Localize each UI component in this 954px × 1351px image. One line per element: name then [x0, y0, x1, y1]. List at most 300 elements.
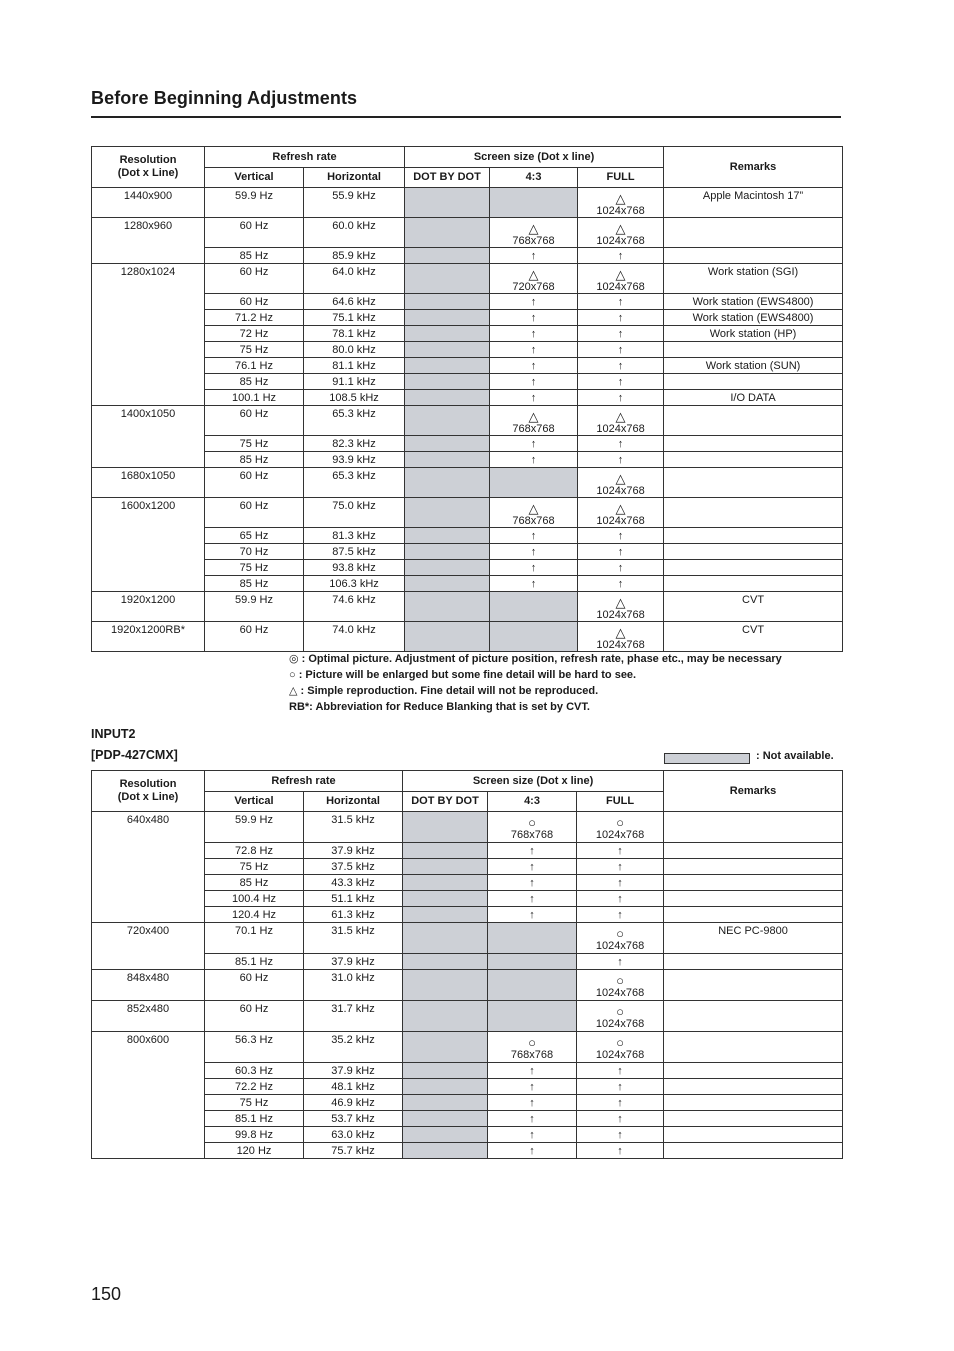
dot-by-dot-cell [405, 342, 490, 358]
vertical-cell: 99.8 Hz [205, 1127, 304, 1143]
table-row [92, 390, 843, 406]
ratio-4-3-cell: ↑ [490, 310, 578, 326]
legend-enlarged: ○ : Picture will be enlarged but some fine detail will be hard to see. [289, 669, 637, 681]
table-row [92, 374, 843, 390]
table-row [92, 970, 843, 1001]
mode-size-text: 1024x768 [596, 639, 645, 651]
horizontal-cell: 87.5 kHz [304, 544, 405, 560]
mode-symbol-icon: ○ [616, 973, 624, 988]
mode-symbol-icon: ○ [528, 815, 536, 830]
mode-size-text: 1024x768 [596, 485, 645, 497]
dot-by-dot-cell [405, 326, 490, 342]
ratio-4-3-cell [490, 468, 578, 498]
ratio-4-3-cell: ↑ [488, 1127, 577, 1143]
ratio-4-3-cell: ↑ [490, 390, 578, 406]
table-row [92, 1063, 843, 1079]
remarks-cell [664, 498, 843, 528]
remarks-cell [664, 843, 843, 859]
horizontal-cell: 82.3 kHz [304, 436, 405, 452]
mode-symbol-icon: ○ [616, 815, 624, 830]
horizontal-cell: 108.5 kHz [304, 390, 405, 406]
dot-by-dot-cell [403, 1032, 488, 1063]
full-cell: ↑ [577, 1127, 664, 1143]
ratio-4-3-cell: ↑ [490, 294, 578, 310]
header-dot-by-dot: DOT BY DOT [405, 168, 490, 188]
full-cell: ↑ [577, 1063, 664, 1079]
table-row [92, 1001, 843, 1032]
dot-by-dot-cell [405, 294, 490, 310]
dot-by-dot-cell [405, 544, 490, 560]
ratio-4-3-cell: ↑ [490, 560, 578, 576]
header-full: FULL [577, 792, 664, 812]
header-full: FULL [578, 168, 664, 188]
vertical-cell: 120.4 Hz [205, 907, 304, 923]
mode-size-text: 1024x768 [596, 205, 645, 217]
full-cell: ↑ [578, 528, 664, 544]
ratio-4-3-cell: ↑ [490, 342, 578, 358]
legend-optimal: ◎ : Optimal picture. Adjustment of picture position, refresh rate, phase etc., may be necessary [289, 653, 782, 665]
header-screen-size: Screen size (Dot x line) [405, 147, 664, 168]
full-cell [578, 498, 664, 528]
remarks-cell [664, 875, 843, 891]
table-row [92, 264, 843, 294]
horizontal-cell: 43.3 kHz [304, 875, 403, 891]
resolution-cell: 848x480 [92, 970, 205, 1001]
horizontal-cell: 31.5 kHz [304, 923, 403, 954]
full-cell: ↑ [578, 342, 664, 358]
vertical-cell: 75 Hz [205, 859, 304, 875]
not-available-swatch [664, 753, 750, 764]
ratio-4-3-cell: ↑ [490, 326, 578, 342]
resolution-cell: 1680x1050 [92, 468, 205, 498]
header-4-3: 4:3 [488, 792, 577, 812]
horizontal-cell: 31.5 kHz [304, 812, 403, 843]
title-rule [91, 116, 841, 118]
remarks-cell: Work station (SUN) [664, 358, 843, 374]
vertical-cell: 72 Hz [205, 326, 304, 342]
ratio-4-3-cell [488, 954, 577, 970]
horizontal-cell: 63.0 kHz [304, 1127, 403, 1143]
horizontal-cell: 51.1 kHz [304, 891, 403, 907]
mode-size-text: 1024x768 [596, 423, 645, 435]
ratio-4-3-cell [490, 264, 578, 294]
horizontal-cell: 85.9 kHz [304, 248, 405, 264]
vertical-cell: 60 Hz [205, 264, 304, 294]
header-remarks: Remarks [664, 147, 843, 188]
remarks-cell [664, 907, 843, 923]
vertical-cell: 59.9 Hz [205, 188, 304, 218]
horizontal-cell: 37.5 kHz [304, 859, 403, 875]
full-cell: ↑ [578, 390, 664, 406]
vertical-cell: 85.1 Hz [205, 954, 304, 970]
section-input-label: INPUT2 [91, 727, 136, 741]
ratio-4-3-cell: ↑ [488, 1079, 577, 1095]
horizontal-cell: 55.9 kHz [304, 188, 405, 218]
full-cell [578, 468, 664, 498]
resolution-cell: 1920x1200RB* [92, 622, 205, 652]
full-cell: ↑ [577, 875, 664, 891]
horizontal-cell: 106.3 kHz [304, 576, 405, 592]
full-cell: ↑ [578, 310, 664, 326]
full-cell [578, 592, 664, 622]
horizontal-cell: 75.7 kHz [304, 1143, 403, 1159]
remarks-cell: NEC PC-9800 [664, 923, 843, 954]
resolution-cell: 1440x900 [92, 188, 205, 218]
full-cell [577, 1032, 664, 1063]
vertical-cell: 100.1 Hz [205, 390, 304, 406]
header-dot-by-dot: DOT BY DOT [403, 792, 488, 812]
table-row [92, 358, 843, 374]
ratio-4-3-cell: ↑ [490, 576, 578, 592]
resolution-cell: 1280x960 [92, 218, 205, 264]
vertical-cell: 85 Hz [205, 875, 304, 891]
vertical-cell: 75 Hz [205, 342, 304, 358]
horizontal-cell: 81.3 kHz [304, 528, 405, 544]
vertical-cell: 60 Hz [205, 498, 304, 528]
not-available-label: : Not available. [756, 750, 834, 762]
table-row [92, 560, 843, 576]
dot-by-dot-cell [403, 1095, 488, 1111]
table-row [92, 528, 843, 544]
dot-by-dot-cell [405, 498, 490, 528]
ratio-4-3-cell: ↑ [488, 891, 577, 907]
remarks-cell [664, 859, 843, 875]
remarks-cell [664, 1079, 843, 1095]
table-row [92, 1127, 843, 1143]
table-row [92, 576, 843, 592]
full-cell: ↑ [578, 326, 664, 342]
horizontal-cell: 78.1 kHz [304, 326, 405, 342]
mode-symbol-icon: ○ [616, 1004, 624, 1019]
timing-table-input2 [91, 770, 843, 1159]
dot-by-dot-cell [405, 622, 490, 652]
vertical-cell: 60 Hz [205, 406, 304, 436]
table-row [92, 954, 843, 970]
horizontal-cell: 60.0 kHz [304, 218, 405, 248]
vertical-cell: 59.9 Hz [205, 812, 304, 843]
remarks-cell [664, 436, 843, 452]
header-horizontal: Horizontal [304, 168, 405, 188]
dot-by-dot-cell [405, 264, 490, 294]
full-cell: ↑ [577, 1143, 664, 1159]
ratio-4-3-cell [488, 923, 577, 954]
full-cell: ↑ [577, 859, 664, 875]
full-cell: ↑ [578, 248, 664, 264]
full-cell [578, 218, 664, 248]
dot-by-dot-cell [405, 218, 490, 248]
horizontal-cell: 31.7 kHz [304, 1001, 403, 1032]
dot-by-dot-cell [403, 907, 488, 923]
mode-symbol-icon: △ [528, 501, 539, 516]
resolution-cell: 1280x1024 [92, 264, 205, 406]
vertical-cell: 85.1 Hz [205, 1111, 304, 1127]
full-cell [578, 622, 664, 652]
dot-by-dot-cell [403, 1001, 488, 1032]
horizontal-cell: 93.8 kHz [304, 560, 405, 576]
mode-symbol-icon: △ [615, 191, 626, 206]
full-cell: ↑ [578, 576, 664, 592]
mode-size-text: 1024x768 [596, 515, 645, 527]
full-cell: ↑ [578, 358, 664, 374]
mode-size-text: 1024x768 [596, 235, 645, 247]
vertical-cell: 59.9 Hz [205, 592, 304, 622]
vertical-cell: 100.4 Hz [205, 891, 304, 907]
mode-symbol-icon: △ [528, 409, 539, 424]
table-row [92, 1032, 843, 1063]
remarks-cell [664, 1111, 843, 1127]
resolution-cell: 1600x1200 [92, 498, 205, 592]
remarks-cell [664, 1143, 843, 1159]
dot-by-dot-cell [405, 436, 490, 452]
full-cell: ↑ [578, 436, 664, 452]
horizontal-cell: 91.1 kHz [304, 374, 405, 390]
symbol-legend [289, 651, 782, 715]
dot-by-dot-cell [403, 970, 488, 1001]
vertical-cell: 75 Hz [205, 436, 304, 452]
mode-symbol-icon: △ [615, 595, 626, 610]
mode-size-text: 1024x768 [595, 1018, 645, 1030]
dot-by-dot-cell [403, 859, 488, 875]
ratio-4-3-cell: ↑ [488, 1111, 577, 1127]
dot-by-dot-cell [403, 923, 488, 954]
table-row [92, 498, 843, 528]
table-row [92, 310, 843, 326]
ratio-4-3-cell [488, 1032, 577, 1063]
vertical-cell: 71.2 Hz [205, 310, 304, 326]
page-number: 150 [91, 1284, 122, 1304]
vertical-cell: 60 Hz [205, 1001, 304, 1032]
vertical-cell: 76.1 Hz [205, 358, 304, 374]
table-row [92, 622, 843, 652]
remarks-cell: I/O DATA [664, 390, 843, 406]
ratio-4-3-cell: ↑ [490, 374, 578, 390]
mode-symbol-icon: △ [615, 625, 626, 640]
vertical-cell: 60.3 Hz [205, 1063, 304, 1079]
resolution-cell: 1920x1200 [92, 592, 205, 622]
legend-rb: RB*: Abbreviation for Reduce Blanking that is set by CVT. [289, 701, 590, 713]
remarks-cell [664, 452, 843, 468]
remarks-cell [664, 954, 843, 970]
horizontal-cell: 46.9 kHz [304, 1095, 403, 1111]
legend-simple: △ : Simple reproduction. Fine detail will not be reproduced. [289, 685, 599, 697]
horizontal-cell: 37.9 kHz [304, 954, 403, 970]
mode-symbol-icon: △ [528, 267, 539, 282]
timing-table-input1 [91, 146, 843, 652]
remarks-cell [664, 248, 843, 264]
dot-by-dot-cell [403, 1079, 488, 1095]
remarks-cell: Work station (EWS4800) [664, 294, 843, 310]
mode-symbol-icon: △ [615, 221, 626, 236]
table-row [92, 891, 843, 907]
full-cell [577, 1001, 664, 1032]
remarks-cell [664, 1127, 843, 1143]
remarks-cell: Work station (EWS4800) [664, 310, 843, 326]
ratio-4-3-cell: ↑ [490, 358, 578, 374]
table-row [92, 294, 843, 310]
remarks-cell [664, 1001, 843, 1032]
mode-size-text: 768x768 [512, 515, 555, 527]
mode-symbol-icon: △ [615, 409, 626, 424]
horizontal-cell: 53.7 kHz [304, 1111, 403, 1127]
remarks-cell [664, 576, 843, 592]
dot-by-dot-cell [405, 358, 490, 374]
vertical-cell: 60 Hz [205, 294, 304, 310]
header-resolution [92, 771, 205, 812]
table-row [92, 342, 843, 358]
table-row [92, 812, 843, 843]
header-screen-size: Screen size (Dot x line) [403, 771, 664, 792]
table-row [92, 188, 843, 218]
vertical-cell: 120 Hz [205, 1143, 304, 1159]
remarks-cell [664, 1063, 843, 1079]
ratio-4-3-cell [488, 1001, 577, 1032]
header-remarks: Remarks [664, 771, 843, 812]
remarks-cell [664, 544, 843, 560]
horizontal-cell: 75.0 kHz [304, 498, 405, 528]
ratio-4-3-cell [488, 970, 577, 1001]
mode-size-text: 1024x768 [595, 1049, 645, 1061]
header-4-3: 4:3 [490, 168, 578, 188]
dot-by-dot-cell [405, 390, 490, 406]
full-cell: ↑ [577, 1079, 664, 1095]
vertical-cell: 72.8 Hz [205, 843, 304, 859]
header-refresh-rate: Refresh rate [205, 147, 405, 168]
table-body-input1 [92, 188, 843, 652]
dot-by-dot-cell [403, 1111, 488, 1127]
page-title: Before Beginning Adjustments [91, 88, 358, 108]
horizontal-cell: 35.2 kHz [304, 1032, 403, 1063]
table-row [92, 875, 843, 891]
full-cell [577, 923, 664, 954]
mode-size-text: 720x768 [512, 281, 555, 293]
mode-symbol-icon: △ [615, 471, 626, 486]
table-row [92, 468, 843, 498]
mode-size-text: 768x768 [510, 1049, 554, 1061]
vertical-cell: 85 Hz [205, 452, 304, 468]
mode-size-text: 768x768 [510, 829, 554, 841]
remarks-cell: CVT [664, 622, 843, 652]
ratio-4-3-cell: ↑ [490, 544, 578, 560]
horizontal-cell: 48.1 kHz [304, 1079, 403, 1095]
table-row [92, 1143, 843, 1159]
remarks-cell [664, 1095, 843, 1111]
dot-by-dot-cell [405, 406, 490, 436]
table-body-input2 [92, 812, 843, 1159]
resolution-cell: 720x400 [92, 923, 205, 970]
horizontal-cell: 64.0 kHz [304, 264, 405, 294]
table-row [92, 592, 843, 622]
dot-by-dot-cell [405, 592, 490, 622]
vertical-cell: 60 Hz [205, 468, 304, 498]
vertical-cell: 70 Hz [205, 544, 304, 560]
vertical-cell: 60 Hz [205, 970, 304, 1001]
mode-size-text: 1024x768 [595, 987, 645, 999]
table-row [92, 326, 843, 342]
dot-by-dot-cell [405, 560, 490, 576]
remarks-cell [664, 812, 843, 843]
mode-size-text: 1024x768 [596, 281, 645, 293]
dot-by-dot-cell [405, 528, 490, 544]
ratio-4-3-cell [490, 622, 578, 652]
full-cell [578, 188, 664, 218]
ratio-4-3-cell: ↑ [488, 907, 577, 923]
ratio-4-3-cell: ↑ [490, 452, 578, 468]
header-resolution [92, 147, 205, 188]
ratio-4-3-cell: ↑ [490, 248, 578, 264]
mode-symbol-icon: ○ [616, 926, 624, 941]
full-cell [577, 970, 664, 1001]
ratio-4-3-cell [490, 406, 578, 436]
full-cell: ↑ [577, 954, 664, 970]
full-cell: ↑ [578, 452, 664, 468]
horizontal-cell: 80.0 kHz [304, 342, 405, 358]
table-row [92, 1079, 843, 1095]
mode-size-text: 1024x768 [595, 940, 645, 952]
full-cell: ↑ [577, 843, 664, 859]
dot-by-dot-cell [405, 188, 490, 218]
ratio-4-3-cell: ↑ [488, 875, 577, 891]
vertical-cell: 56.3 Hz [205, 1032, 304, 1063]
mode-size-text: 768x768 [512, 235, 555, 247]
vertical-cell: 85 Hz [205, 248, 304, 264]
horizontal-cell: 37.9 kHz [304, 843, 403, 859]
ratio-4-3-cell: ↑ [490, 436, 578, 452]
full-cell: ↑ [578, 294, 664, 310]
dot-by-dot-cell [405, 310, 490, 326]
mode-symbol-icon: ○ [528, 1035, 536, 1050]
mode-symbol-icon: △ [615, 267, 626, 282]
dot-by-dot-cell [403, 1127, 488, 1143]
full-cell [578, 264, 664, 294]
table-row [92, 544, 843, 560]
remarks-cell [664, 218, 843, 248]
section-model-label: [PDP-427CMX] [91, 748, 178, 762]
remarks-cell [664, 342, 843, 358]
table-row [92, 907, 843, 923]
dot-by-dot-cell [403, 1143, 488, 1159]
dot-by-dot-cell [403, 891, 488, 907]
remarks-cell [664, 970, 843, 1001]
full-cell: ↑ [578, 374, 664, 390]
vertical-cell: 60 Hz [205, 622, 304, 652]
header-vertical: Vertical [205, 168, 304, 188]
mode-symbol-icon: △ [528, 221, 539, 236]
header-vertical: Vertical [205, 792, 304, 812]
ratio-4-3-cell: ↑ [488, 843, 577, 859]
horizontal-cell: 64.6 kHz [304, 294, 405, 310]
table-row [92, 859, 843, 875]
horizontal-cell: 37.9 kHz [304, 1063, 403, 1079]
vertical-cell: 60 Hz [205, 218, 304, 248]
header-refresh-rate: Refresh rate [205, 771, 403, 792]
dot-by-dot-cell [403, 812, 488, 843]
table-row [92, 436, 843, 452]
full-cell: ↑ [578, 560, 664, 576]
vertical-cell: 75 Hz [205, 560, 304, 576]
full-cell [578, 406, 664, 436]
ratio-4-3-cell [488, 812, 577, 843]
horizontal-cell: 65.3 kHz [304, 468, 405, 498]
table-row [92, 248, 843, 264]
remarks-cell: CVT [664, 592, 843, 622]
vertical-cell: 85 Hz [205, 374, 304, 390]
table-row [92, 218, 843, 248]
ratio-4-3-cell: ↑ [488, 1063, 577, 1079]
remarks-cell [664, 374, 843, 390]
dot-by-dot-cell [403, 1063, 488, 1079]
full-cell: ↑ [577, 1095, 664, 1111]
full-cell: ↑ [578, 544, 664, 560]
